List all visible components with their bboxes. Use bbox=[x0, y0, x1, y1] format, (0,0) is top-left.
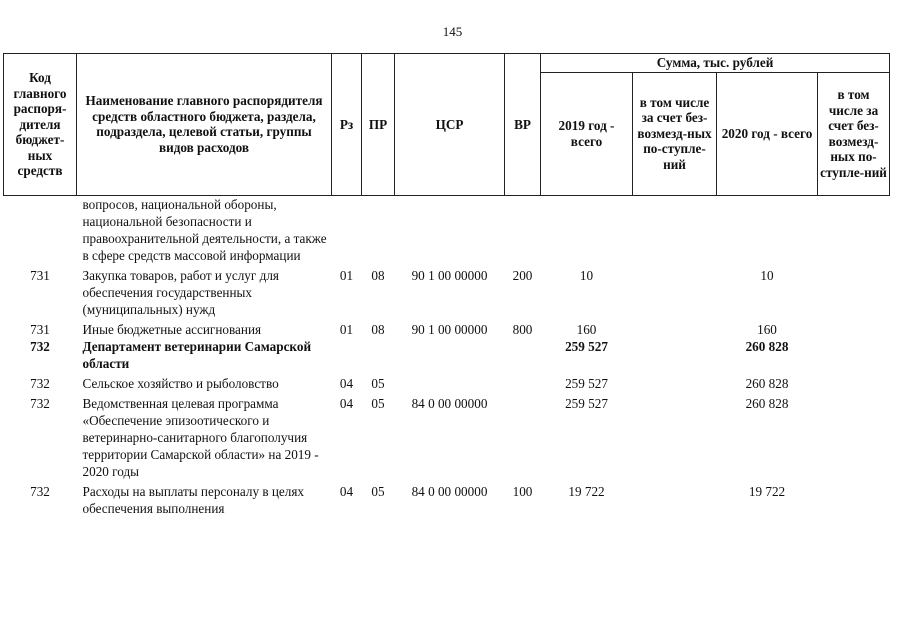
cell-2020-free bbox=[818, 318, 890, 338]
cell-pr: 05 bbox=[371, 375, 385, 391]
cell-vr: 100 bbox=[512, 483, 533, 499]
cell-vr bbox=[505, 392, 541, 480]
table-row bbox=[4, 264, 890, 318]
cell-rz: 04 bbox=[339, 483, 354, 499]
cell-name: Расходы на выплаты персоналу в целях обеспечения выполнения bbox=[82, 483, 305, 516]
cell-code: 732 bbox=[30, 375, 50, 391]
cell-pr bbox=[362, 195, 395, 264]
cell-2020-free bbox=[818, 195, 890, 264]
table-row bbox=[4, 392, 890, 480]
cell-code: 731 bbox=[30, 321, 50, 337]
header-2019-total: 2019 год - всего bbox=[541, 72, 633, 195]
cell-vr bbox=[505, 338, 541, 372]
cell-2019 bbox=[541, 195, 633, 264]
cell-2020: 260 828 bbox=[745, 338, 789, 354]
cell-2019: 259 527 bbox=[565, 338, 608, 354]
cell-rz: 04 bbox=[339, 375, 354, 391]
cell-rz: 01 bbox=[339, 267, 354, 283]
cell-2020: 160 bbox=[757, 321, 777, 337]
cell-name: Иные бюджетные ассигнования bbox=[82, 321, 262, 337]
cell-code bbox=[4, 195, 77, 264]
cell-rz bbox=[332, 195, 362, 264]
cell-rz: 01 bbox=[339, 321, 354, 337]
cell-rz: 04 bbox=[339, 395, 354, 411]
cell-2019: 10 bbox=[579, 267, 594, 283]
header-sum: Сумма, тыс. рублей bbox=[541, 54, 890, 73]
cell-2020-free bbox=[818, 392, 890, 480]
cell-name: Департамент ветеринарии Самарской области bbox=[82, 338, 312, 371]
cell-2020-free bbox=[818, 338, 890, 372]
header-pr: ПР bbox=[362, 54, 395, 196]
budget-table bbox=[3, 53, 890, 517]
cell-csr: 84 0 00 00000 bbox=[411, 483, 488, 499]
page-number: 145 bbox=[442, 24, 463, 39]
table-row bbox=[4, 372, 890, 392]
cell-2020: 10 bbox=[760, 267, 774, 283]
cell-vr bbox=[505, 195, 541, 264]
cell-pr: 08 bbox=[371, 267, 385, 283]
cell-vr bbox=[505, 372, 541, 392]
cell-name: Закупка товаров, работ и услуг для обеспечения государственных (муниципальных) нужд bbox=[82, 267, 279, 317]
cell-2019: 160 bbox=[576, 321, 597, 337]
table-row bbox=[4, 318, 890, 338]
cell-pr: 08 bbox=[371, 321, 385, 337]
cell-2019-free bbox=[633, 480, 717, 517]
cell-csr bbox=[395, 372, 505, 392]
cell-2019-free bbox=[633, 372, 717, 392]
cell-2020-free bbox=[818, 264, 890, 318]
cell-name: Сельское хозяйство и рыболовство bbox=[82, 375, 279, 391]
header-csr: ЦСР bbox=[395, 54, 505, 196]
cell-2019: 259 527 bbox=[565, 395, 608, 411]
cell-2019-free bbox=[633, 392, 717, 480]
header-rz: Рз bbox=[332, 54, 362, 196]
cell-rz bbox=[332, 338, 362, 372]
cell-code: 732 bbox=[30, 395, 50, 411]
header-vr: ВР bbox=[505, 54, 541, 196]
cell-vr: 800 bbox=[512, 321, 533, 337]
cell-2019-free bbox=[633, 318, 717, 338]
cell-csr bbox=[395, 338, 505, 372]
cell-pr: 05 bbox=[371, 483, 385, 499]
cell-2020: 260 828 bbox=[745, 375, 789, 391]
cell-pr: 05 bbox=[371, 395, 385, 411]
cell-name: вопросов, национальной обороны, национальной безопасности и правоохранительной деятельности, а также в сфере средств массовой информации bbox=[82, 196, 327, 263]
cell-2020-free bbox=[818, 372, 890, 392]
cell-2020-free bbox=[818, 480, 890, 517]
cell-2020: 260 828 bbox=[745, 395, 789, 411]
cell-2019: 259 527 bbox=[565, 375, 608, 391]
header-name: Наименование главного распорядителя средств областного бюджета, раздела, подраздела, целевой статьи, группы видов расходов bbox=[77, 54, 332, 196]
table-row bbox=[4, 195, 890, 264]
cell-pr bbox=[362, 338, 395, 372]
table-row bbox=[4, 338, 890, 372]
cell-code: 732 bbox=[30, 483, 50, 499]
cell-2019-free bbox=[633, 338, 717, 372]
cell-code: 731 bbox=[30, 267, 50, 283]
table-header bbox=[4, 54, 890, 196]
cell-csr: 90 1 00 00000 bbox=[411, 267, 488, 283]
cell-2019: 19 722 bbox=[568, 483, 605, 499]
header-2020-free: в том числе за счет без-возмезд-ных по-ступле-ний bbox=[818, 72, 890, 195]
cell-name: Ведомственная целевая программа «Обеспечение эпизоотического и ветеринарно-санитарного благополучия территории Самарской области» на 2019 - 2020 годы bbox=[82, 395, 319, 479]
cell-csr: 90 1 00 00000 bbox=[411, 321, 488, 337]
cell-2020: 19 722 bbox=[748, 483, 786, 499]
cell-2019-free bbox=[633, 195, 717, 264]
header-code: Код главного распоря-дителя бюджет-ных средств bbox=[4, 54, 77, 196]
cell-2019-free bbox=[633, 264, 717, 318]
table-row bbox=[4, 480, 890, 517]
cell-2020 bbox=[717, 195, 818, 264]
cell-csr bbox=[395, 195, 505, 264]
cell-code: 732 bbox=[30, 338, 50, 354]
header-2020-total: 2020 год - всего bbox=[717, 72, 818, 195]
cell-csr: 84 0 00 00000 bbox=[411, 395, 488, 411]
cell-vr: 200 bbox=[512, 267, 533, 283]
header-2019-free: в том числе за счет без-возмезд-ных по-ступле-ний bbox=[633, 72, 717, 195]
